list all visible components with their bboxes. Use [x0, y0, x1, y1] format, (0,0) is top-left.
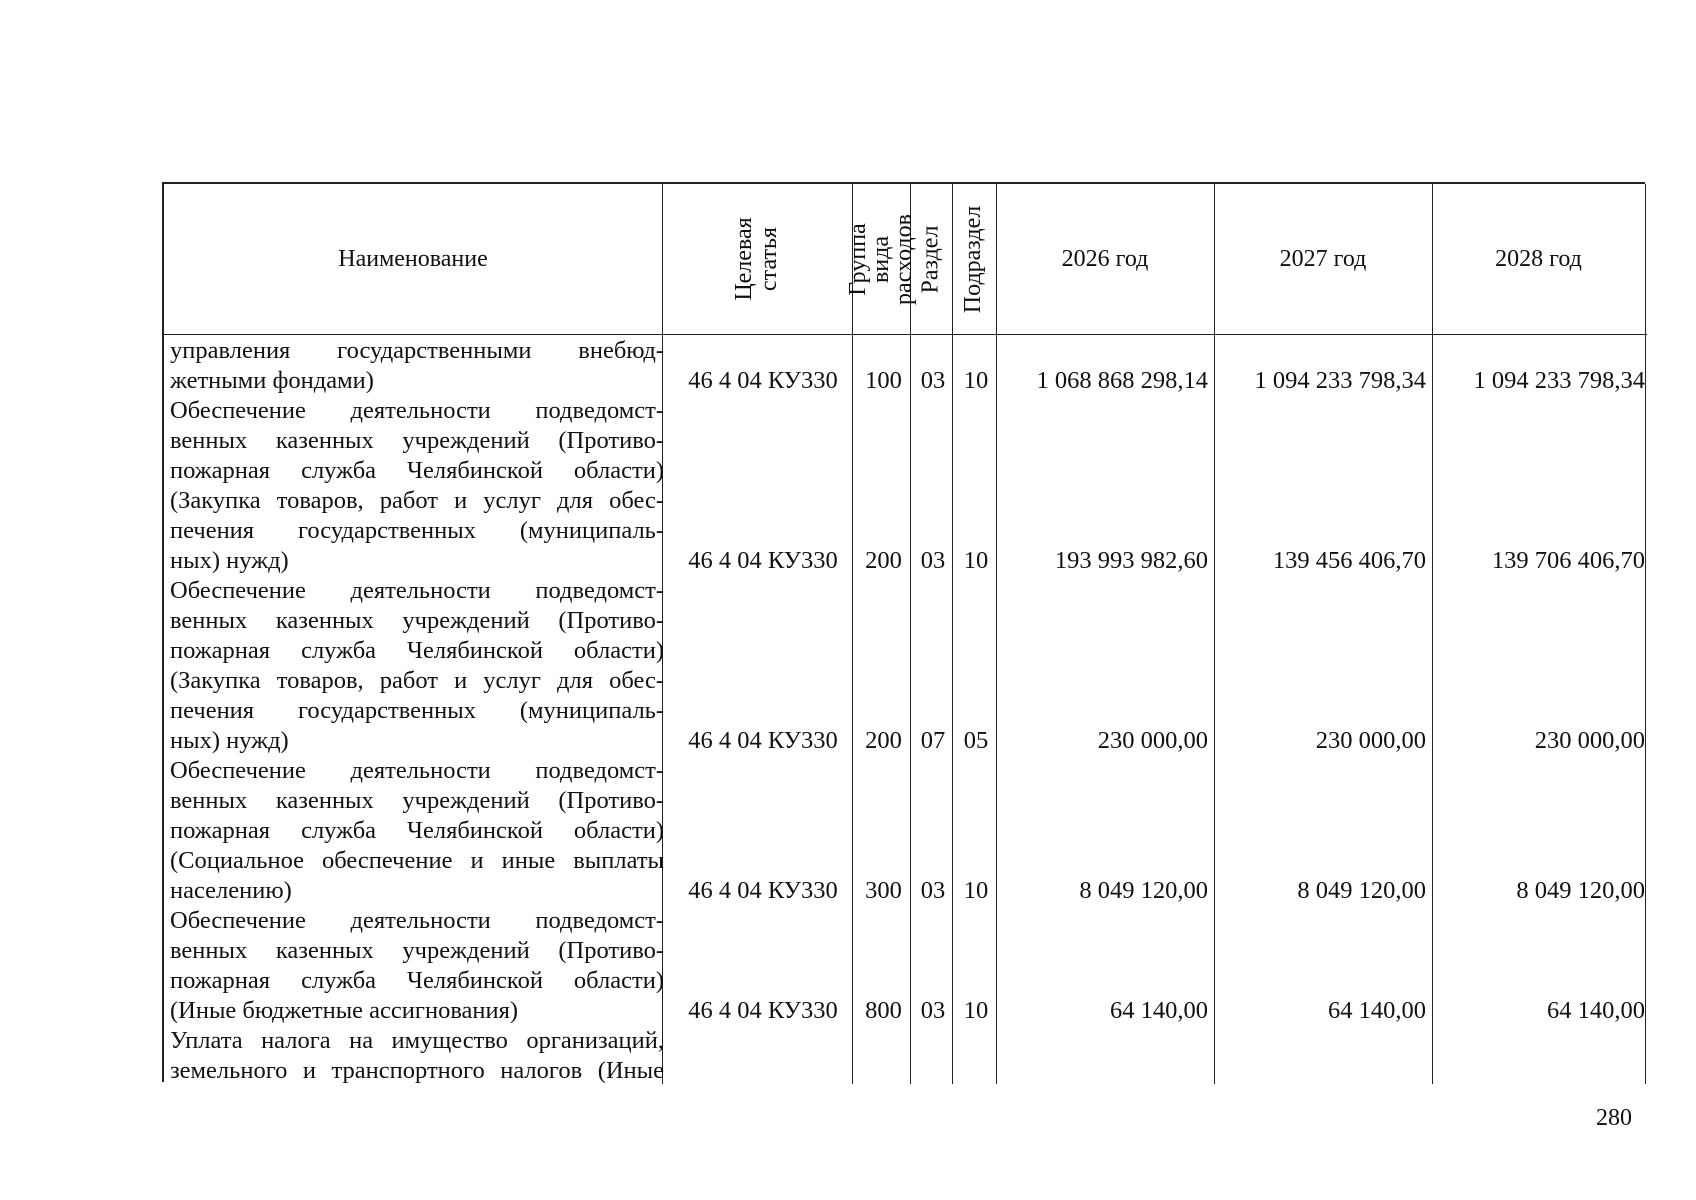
row-name: Обеспечение деятельности подведомст- венных казенных учреждений (Противо- пожарная служба Челябинской области) (Закупка товаров, работ и услуг для обес- печения государственных (муниципаль- ных) нужд): [170, 397, 664, 574]
row-2028: 230 000,00: [1534, 727, 1645, 754]
page-number: 280: [1596, 1105, 1632, 1131]
row-2027: 64 140,00: [1328, 997, 1426, 1024]
row-group: 200: [865, 547, 902, 574]
table-row: [164, 906, 1647, 1026]
row-2027: 8 049 120,00: [1297, 877, 1426, 904]
row-2026: 230 000,00: [1097, 727, 1208, 754]
row-section: 03: [920, 547, 946, 574]
table-row: [164, 396, 1647, 576]
row-name: Обеспечение деятельности подведомст- венных казенных учреждений (Противо- пожарная служба Челябинской области) (Социальное обеспечение и иные выплаты населению): [170, 757, 664, 904]
row-2026: 1 068 868 298,14: [1036, 367, 1208, 394]
row-section: 03: [920, 367, 946, 394]
row-subsection: 05: [963, 727, 989, 754]
row-group: 300: [865, 877, 902, 904]
header-code: Целевая статья: [731, 217, 782, 301]
row-subsection: 10: [963, 997, 989, 1024]
row-subsection: 10: [963, 367, 989, 394]
row-code: 46 4 04 КУ330: [688, 877, 838, 904]
header-name: Наименование: [338, 246, 488, 272]
header-group: Группа вида расходов: [844, 213, 917, 305]
row-code: 46 4 04 КУ330: [688, 367, 838, 394]
row-2028: 1 094 233 798,34: [1473, 367, 1645, 394]
row-2027: 139 456 406,70: [1272, 547, 1426, 574]
row-code: 46 4 04 КУ330: [688, 997, 838, 1024]
row-group: 800: [865, 997, 902, 1024]
row-2028: 64 140,00: [1547, 997, 1645, 1024]
row-2026: 64 140,00: [1110, 997, 1208, 1024]
row-2028: 139 706 406,70: [1491, 547, 1645, 574]
header-subsection: Подраздел: [960, 205, 987, 313]
row-2028: 8 049 120,00: [1516, 877, 1645, 904]
row-name: Обеспечение деятельности подведомст- венных казенных учреждений (Противо- пожарная служба Челябинской области) (Иные бюджетные ассигнования): [170, 907, 664, 1024]
header-2026: 2026 год: [1061, 246, 1149, 272]
table-row: [164, 1026, 1647, 1086]
row-2026: 193 993 982,60: [1054, 547, 1208, 574]
table-row: [164, 576, 1647, 756]
row-name: управления государственными внебюд- жетными фондами): [170, 337, 664, 394]
row-2026: 8 049 120,00: [1079, 877, 1208, 904]
row-section: 03: [920, 997, 946, 1024]
row-name: Уплата налога на имущество организаций, земельного и транспортного налогов (Иные: [170, 1027, 664, 1084]
row-subsection: 10: [963, 547, 989, 574]
row-2027: 230 000,00: [1315, 727, 1426, 754]
header-section: Раздел: [917, 225, 944, 293]
row-code: 46 4 04 КУ330: [688, 727, 838, 754]
table-row: [164, 756, 1647, 906]
row-2027: 1 094 233 798,34: [1254, 367, 1426, 394]
table-row: [164, 336, 1647, 396]
row-section: 07: [920, 727, 946, 754]
header-2028: 2028 год: [1495, 246, 1582, 272]
header-2027: 2027 год: [1279, 246, 1367, 272]
row-name: Обеспечение деятельности подведомст- венных казенных учреждений (Противо- пожарная служба Челябинской области) (Закупка товаров, работ и услуг для обес- печения государственных (муниципаль- ных) нужд): [170, 577, 664, 754]
row-group: 100: [865, 367, 902, 394]
row-group: 200: [865, 727, 902, 754]
row-section: 03: [920, 877, 946, 904]
budget-table: [162, 182, 1645, 1082]
row-code: 46 4 04 КУ330: [688, 547, 838, 574]
row-subsection: 10: [963, 877, 989, 904]
